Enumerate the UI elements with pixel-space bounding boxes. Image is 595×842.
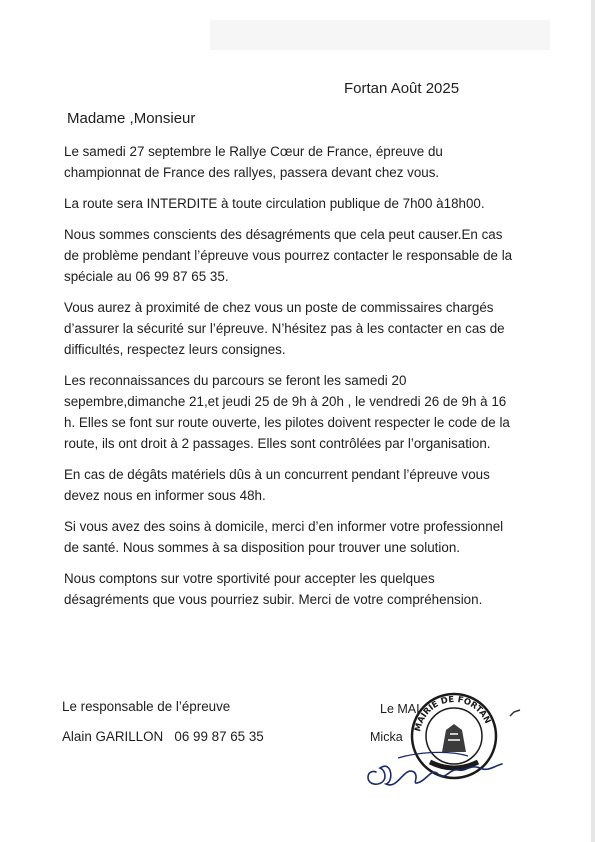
organizer-name: Alain GARILLON [62, 729, 164, 744]
svg-text:MAIRIE DE FORTAN: MAIRIE DE FORTAN [413, 694, 493, 733]
letter-body [64, 141, 516, 620]
mayor-name: Micka [370, 730, 403, 744]
scan-artifact [210, 20, 550, 50]
paragraph: Nous sommes conscients des désagréments que cela peut causer.En cas de problème pendant l’épreuve vous pourrez contacter le responsable de la spéciale au 06 99 87 65 35. [64, 227, 513, 284]
paragraph: Nous comptons sur votre sportivité pour accepter les quelques désagréments que vous pourriez subir. Merci de votre compréhension. [64, 571, 483, 607]
paragraph: Les reconnaissances du parcours se feront les samedi 20 sepembre,dimanche 21,et jeudi 25 de 9h à 20h , le vendredi 26 de 9h à 16 h. Elles se font sur route ouverte, les pilotes doivent respecter le code de la route, ils ont droit à 2 passages. Elles sont contrôlées par l’organisation. [64, 373, 510, 451]
salutation: Madame ,Monsieur [67, 110, 196, 127]
place-date: Fortan Août 2025 [344, 80, 460, 97]
paragraph: Si vous avez des soins à domicile, merci d’en informer votre professionnel de santé. Nous sommes à sa disposition pour trouver une solution. [64, 519, 504, 555]
paragraph: Le samedi 27 septembre le Rallye Cœur de France, épreuve du championnat de France des rallyes, passera devant chez vous. [64, 144, 443, 180]
organizer-title: Le responsable de l’épreuve [62, 699, 231, 714]
organizer-phone: 06 99 87 65 35 [174, 729, 264, 744]
mayor-title: Le MAI [380, 702, 420, 716]
organizer-contact [62, 729, 264, 744]
paragraph: En cas de dégâts matériels dûs à un concurrent pendant l’épreuve vous devez nous en informer sous 48h. [64, 467, 490, 503]
scan-edge [591, 0, 595, 842]
paragraph: La route sera INTERDITE à toute circulation publique de 7h00 à18h00. [64, 196, 485, 211]
mayor-signature [358, 738, 508, 798]
tick-mark-icon [508, 708, 522, 722]
paragraph: Vous aurez à proximité de chez vous un poste de commissaires chargés d’assurer la sécurité sur l’épreuve. N’hésitez pas à les contacter en cas de difficultés, respectez leurs consignes. [64, 300, 505, 357]
